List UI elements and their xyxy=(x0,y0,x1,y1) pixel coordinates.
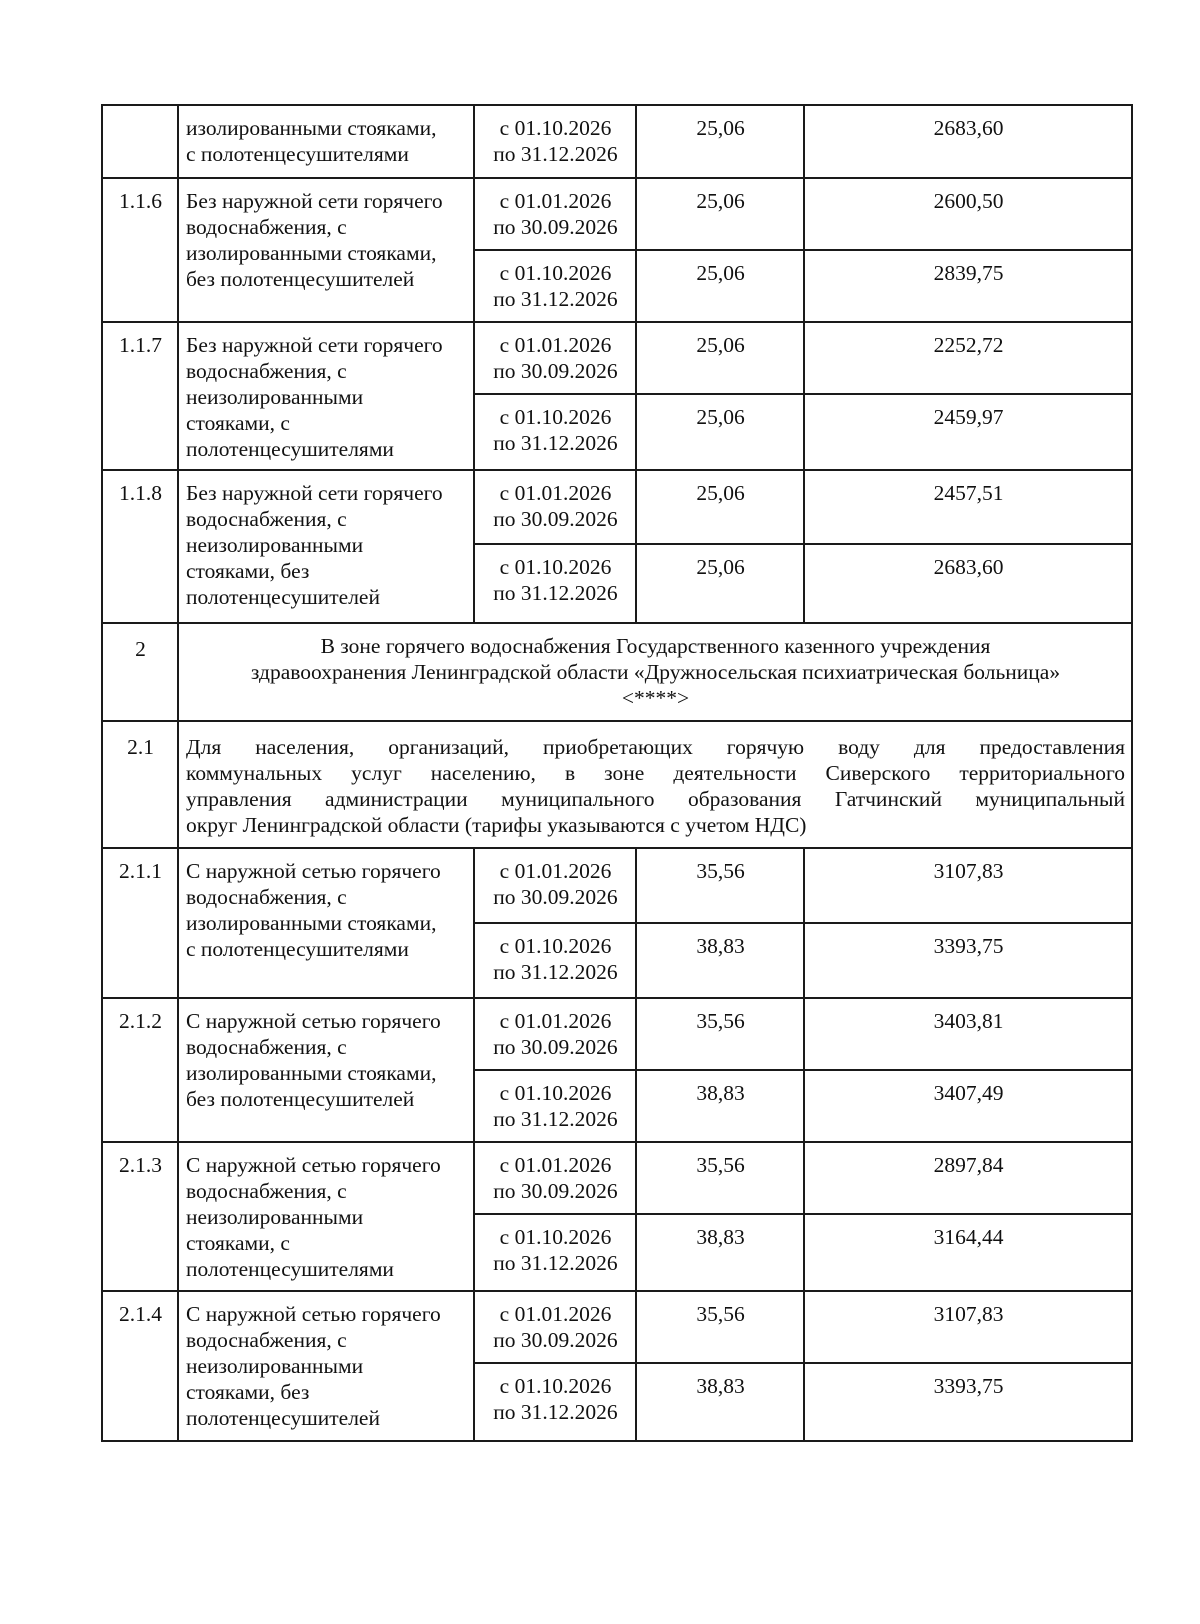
period-cell: с 01.01.2026 по 30.09.2026 xyxy=(474,848,636,923)
section-row xyxy=(102,623,1132,721)
rate-cell: 25,06 xyxy=(636,322,804,394)
rate-cell: 38,83 xyxy=(636,1363,804,1441)
period-cell: с 01.01.2026 по 30.09.2026 xyxy=(474,322,636,394)
consumer-category-cell: С наружной сетью горячего водоснабжения, с изолированными стояками, с полотенцесушителями xyxy=(178,848,474,998)
amount-cell: 3403,81 xyxy=(804,998,1132,1070)
amount-cell: 3107,83 xyxy=(804,848,1132,923)
rate-cell: 35,56 xyxy=(636,998,804,1070)
rate-cell: 38,83 xyxy=(636,1070,804,1142)
amount-cell: 2457,51 xyxy=(804,470,1132,544)
rate-cell: 25,06 xyxy=(636,544,804,623)
amount-cell: 3164,44 xyxy=(804,1214,1132,1291)
rate-cell: 25,06 xyxy=(636,470,804,544)
row-number-cell: 1.1.7 xyxy=(102,322,178,470)
table-row xyxy=(102,1291,1132,1363)
section-description-cell: Для населения, организаций, приобретающих горячую воду для предоставления коммунальных услуг населению, в зоне деятельности Сиверского территориального управления администрации муниципального образования Гатчинский муниципальный округ Ленинградской области (тарифы указываются с учетом НДС) xyxy=(178,721,1132,848)
rate-cell: 35,56 xyxy=(636,1291,804,1363)
section-row xyxy=(102,721,1132,848)
consumer-category-cell: Без наружной сети горячего водоснабжения, с неизолированными стояками, без полотенцесушителей xyxy=(178,470,474,623)
amount-cell: 3393,75 xyxy=(804,923,1132,998)
table-row xyxy=(102,1142,1132,1214)
consumer-category-cell: изолированными стояками, с полотенцесушителями xyxy=(178,105,474,178)
rate-cell: 25,06 xyxy=(636,105,804,178)
tariff-table xyxy=(101,104,1133,1442)
consumer-category-cell: С наружной сетью горячего водоснабжения, с неизолированными стояками, без полотенцесушителей xyxy=(178,1291,474,1441)
rate-cell: 35,56 xyxy=(636,848,804,923)
period-cell: с 01.01.2026 по 30.09.2026 xyxy=(474,470,636,544)
consumer-category-cell: С наружной сетью горячего водоснабжения, с изолированными стояками, без полотенцесушителей xyxy=(178,998,474,1142)
amount-cell: 3407,49 xyxy=(804,1070,1132,1142)
row-number-cell: 1.1.6 xyxy=(102,178,178,322)
consumer-category-cell: Без наружной сети горячего водоснабжения, с неизолированными стояками, с полотенцесушителями xyxy=(178,322,474,470)
amount-cell: 2459,97 xyxy=(804,394,1132,470)
table-row xyxy=(102,105,1132,178)
period-cell: с 01.10.2026 по 31.12.2026 xyxy=(474,544,636,623)
rate-cell: 25,06 xyxy=(636,250,804,322)
table-row xyxy=(102,470,1132,544)
consumer-category-cell: С наружной сетью горячего водоснабжения, с неизолированными стояками, с полотенцесушителями xyxy=(178,1142,474,1291)
table-row xyxy=(102,998,1132,1070)
row-number-cell: 1.1.8 xyxy=(102,470,178,623)
table-row xyxy=(102,848,1132,923)
row-number-cell: 2.1.3 xyxy=(102,1142,178,1291)
period-cell: с 01.10.2026 по 31.12.2026 xyxy=(474,923,636,998)
period-cell: с 01.10.2026 по 31.12.2026 xyxy=(474,1363,636,1441)
period-cell: с 01.01.2026 по 30.09.2026 xyxy=(474,998,636,1070)
period-cell: с 01.01.2026 по 30.09.2026 xyxy=(474,1291,636,1363)
period-cell: с 01.10.2026 по 31.12.2026 xyxy=(474,394,636,470)
table-row xyxy=(102,322,1132,394)
period-cell: с 01.10.2026 по 31.12.2026 xyxy=(474,250,636,322)
rate-cell: 38,83 xyxy=(636,923,804,998)
amount-cell: 3393,75 xyxy=(804,1363,1132,1441)
period-cell: с 01.10.2026 по 31.12.2026 xyxy=(474,1070,636,1142)
period-cell: с 01.01.2026 по 30.09.2026 xyxy=(474,1142,636,1214)
section-number-cell: 2.1 xyxy=(102,721,178,848)
section-title-cell: В зоне горячего водоснабжения Государственного казенного учреждения здравоохранения Ленинградской области «Дружносельская психиатрическая больница» <****> xyxy=(178,623,1132,721)
amount-cell: 2252,72 xyxy=(804,322,1132,394)
amount-cell: 2683,60 xyxy=(804,544,1132,623)
section-number-cell: 2 xyxy=(102,623,178,721)
amount-cell: 2683,60 xyxy=(804,105,1132,178)
period-cell: с 01.01.2026 по 30.09.2026 xyxy=(474,178,636,250)
consumer-category-cell: Без наружной сети горячего водоснабжения, с изолированными стояками, без полотенцесушителей xyxy=(178,178,474,322)
amount-cell: 2897,84 xyxy=(804,1142,1132,1214)
row-number-cell: 2.1.1 xyxy=(102,848,178,998)
rate-cell: 25,06 xyxy=(636,394,804,470)
period-cell: с 01.10.2026 по 31.12.2026 xyxy=(474,105,636,178)
row-number-cell: 2.1.4 xyxy=(102,1291,178,1441)
amount-cell: 3107,83 xyxy=(804,1291,1132,1363)
rate-cell: 38,83 xyxy=(636,1214,804,1291)
amount-cell: 2600,50 xyxy=(804,178,1132,250)
row-number-cell xyxy=(102,105,178,178)
period-cell: с 01.10.2026 по 31.12.2026 xyxy=(474,1214,636,1291)
table-row xyxy=(102,178,1132,250)
amount-cell: 2839,75 xyxy=(804,250,1132,322)
row-number-cell: 2.1.2 xyxy=(102,998,178,1142)
rate-cell: 25,06 xyxy=(636,178,804,250)
rate-cell: 35,56 xyxy=(636,1142,804,1214)
